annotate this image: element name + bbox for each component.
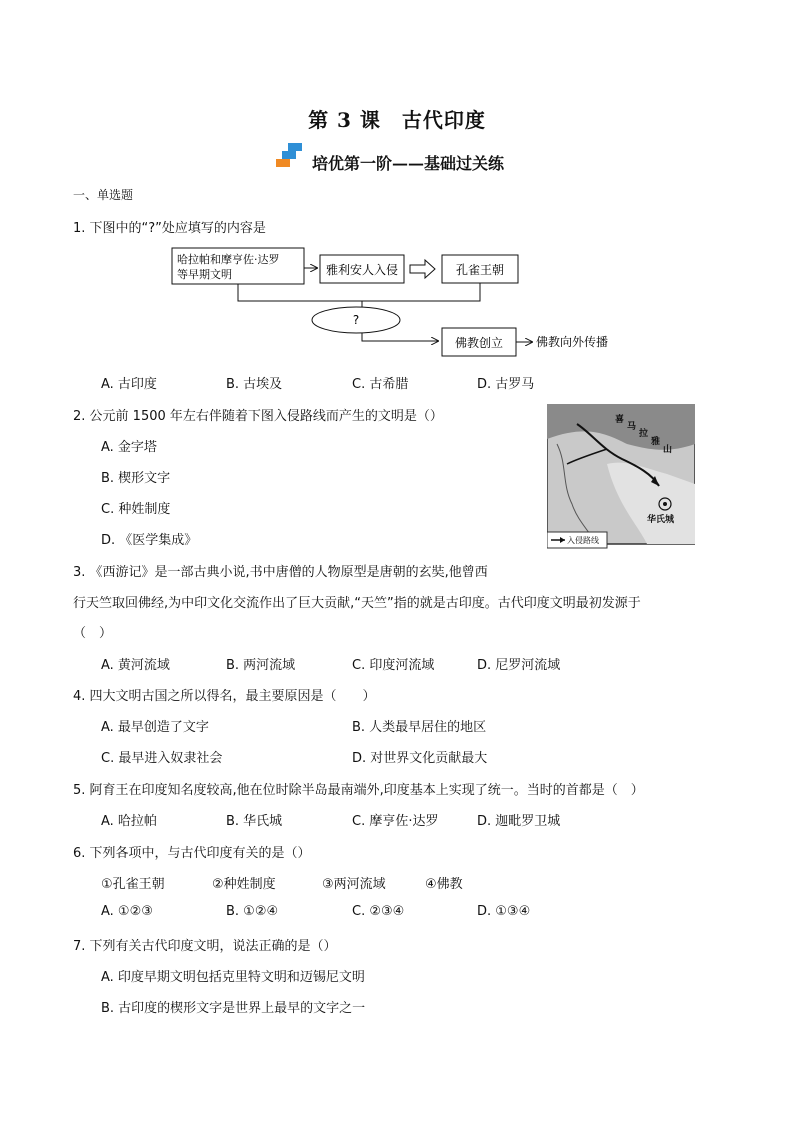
question-1-diagram xyxy=(170,243,640,361)
q5-option-c[interactable]: C. 摩亨佐·达罗 xyxy=(352,814,439,829)
q6-option-a[interactable]: A. ①②③ xyxy=(101,904,153,919)
page-title: 第 3 课 古代印度 xyxy=(308,108,486,132)
q1-option-d[interactable]: D. 古罗马 xyxy=(477,377,535,392)
q1-option-b[interactable]: B. 古埃及 xyxy=(226,377,283,392)
q6-option-b[interactable]: B. ①②④ xyxy=(226,904,279,919)
map-label-xi: 喜 xyxy=(615,415,625,425)
question-6-stem: 6. 下列各项中，与古代印度有关的是（） xyxy=(73,846,311,861)
q5-option-b[interactable]: B. 华氏城 xyxy=(226,814,283,829)
map-label-shan: 山 xyxy=(663,445,673,455)
q2-option-a[interactable]: A. 金字塔 xyxy=(101,440,157,455)
q4-option-b[interactable]: B. 人类最早居住的地区 xyxy=(352,720,487,735)
question-7-stem: 7. 下列有关古代印度文明，说法正确的是（） xyxy=(73,939,337,954)
q4-option-a[interactable]: A. 最早创造了文字 xyxy=(101,720,209,735)
diagram-box-early-line1: 哈拉帕和摩亨佐·达罗 xyxy=(177,253,280,266)
badge-icon xyxy=(276,143,304,167)
diagram-box-maurya-text: 孔雀王朝 xyxy=(455,263,505,277)
q6-item-4: ④佛教 xyxy=(425,877,463,892)
q4-option-d[interactable]: D. 对世界文化贡献最大 xyxy=(352,751,488,766)
diagram-box-early-line2: 等早期文明 xyxy=(177,268,232,281)
map-label-la: 拉 xyxy=(639,429,649,439)
q2-option-d[interactable]: D. 《医学集成》 xyxy=(101,533,198,548)
q6-option-c[interactable]: C. ②③④ xyxy=(352,904,405,919)
question-3-stem-line2: 行天竺取回佛经,为中印文化交流作出了巨大贡献,“天竺”指的就是古印度。古代印度文明最初发源于 xyxy=(73,596,641,611)
diagram-box-aryan-text: 雅利安人入侵 xyxy=(325,263,399,277)
q5-option-a[interactable]: A. 哈拉帕 xyxy=(101,814,157,829)
q4-option-c[interactable]: C. 最早进入奴隶社会 xyxy=(101,751,223,766)
map-label-ya: 雅 xyxy=(651,437,661,447)
map-label-ma: 马 xyxy=(627,422,637,432)
q6-item-1: ①孔雀王朝 xyxy=(101,877,165,892)
diagram-ellipse-text: ? xyxy=(352,313,360,327)
q6-item-2: ②种姓制度 xyxy=(212,877,276,892)
question-3-stem-line3: （ ） xyxy=(73,626,113,641)
page-subtitle: 培优第一阶——基础过关练 xyxy=(312,154,505,173)
question-1-stem: 1. 下图中的“?”处应填写的内容是 xyxy=(73,221,266,236)
q2-option-b[interactable]: B. 楔形文字 xyxy=(101,471,171,486)
q5-option-d[interactable]: D. 迦毗罗卫城 xyxy=(477,814,561,829)
question-2-stem: 2. 公元前 1500 年左右伴随着下图入侵路线而产生的文明是（） xyxy=(73,409,443,424)
q7-option-b[interactable]: B. 古印度的楔形文字是世界上最早的文字之一 xyxy=(101,1001,366,1016)
q6-option-d[interactable]: D. ①③④ xyxy=(477,904,531,919)
diagram-hollow-arrow xyxy=(410,260,435,278)
question-5-stem: 5. 阿育王在印度知名度较高,他在位时除半岛最南端外,印度基本上实现了统一。当时的首都是（ ） xyxy=(73,783,644,798)
q3-option-c[interactable]: C. 印度河流域 xyxy=(352,658,435,673)
q3-option-a[interactable]: A. 黄河流域 xyxy=(101,658,170,673)
q7-option-a[interactable]: A. 印度早期文明包括克里特文明和迈锡尼文明 xyxy=(101,970,365,985)
diagram-tail-text: 佛教向外传播 xyxy=(536,335,609,349)
q1-option-c[interactable]: C. 古希腊 xyxy=(352,377,409,392)
q1-option-a[interactable]: A. 古印度 xyxy=(101,377,157,392)
q6-item-3: ③两河流域 xyxy=(322,877,386,892)
question-4-stem: 4. 四大文明古国之所以得名，最主要原因是（ ） xyxy=(73,689,376,704)
map-label-huashicheng: 华氏城 xyxy=(647,515,675,525)
map-legend-caption: 入侵路线 xyxy=(567,536,599,545)
diagram-box-buddhism-text: 佛教创立 xyxy=(454,336,504,350)
section-heading: 一、单选题 xyxy=(73,188,134,202)
q3-option-b[interactable]: B. 两河流域 xyxy=(226,658,296,673)
q3-option-d[interactable]: D. 尼罗河流域 xyxy=(477,658,561,673)
question-3-stem-line1: 3. 《西游记》是一部古典小说,书中唐僧的人物原型是唐朝的玄奘,他曾西 xyxy=(73,565,488,580)
invasion-route-map xyxy=(547,404,695,550)
q2-option-c[interactable]: C. 种姓制度 xyxy=(101,502,171,517)
